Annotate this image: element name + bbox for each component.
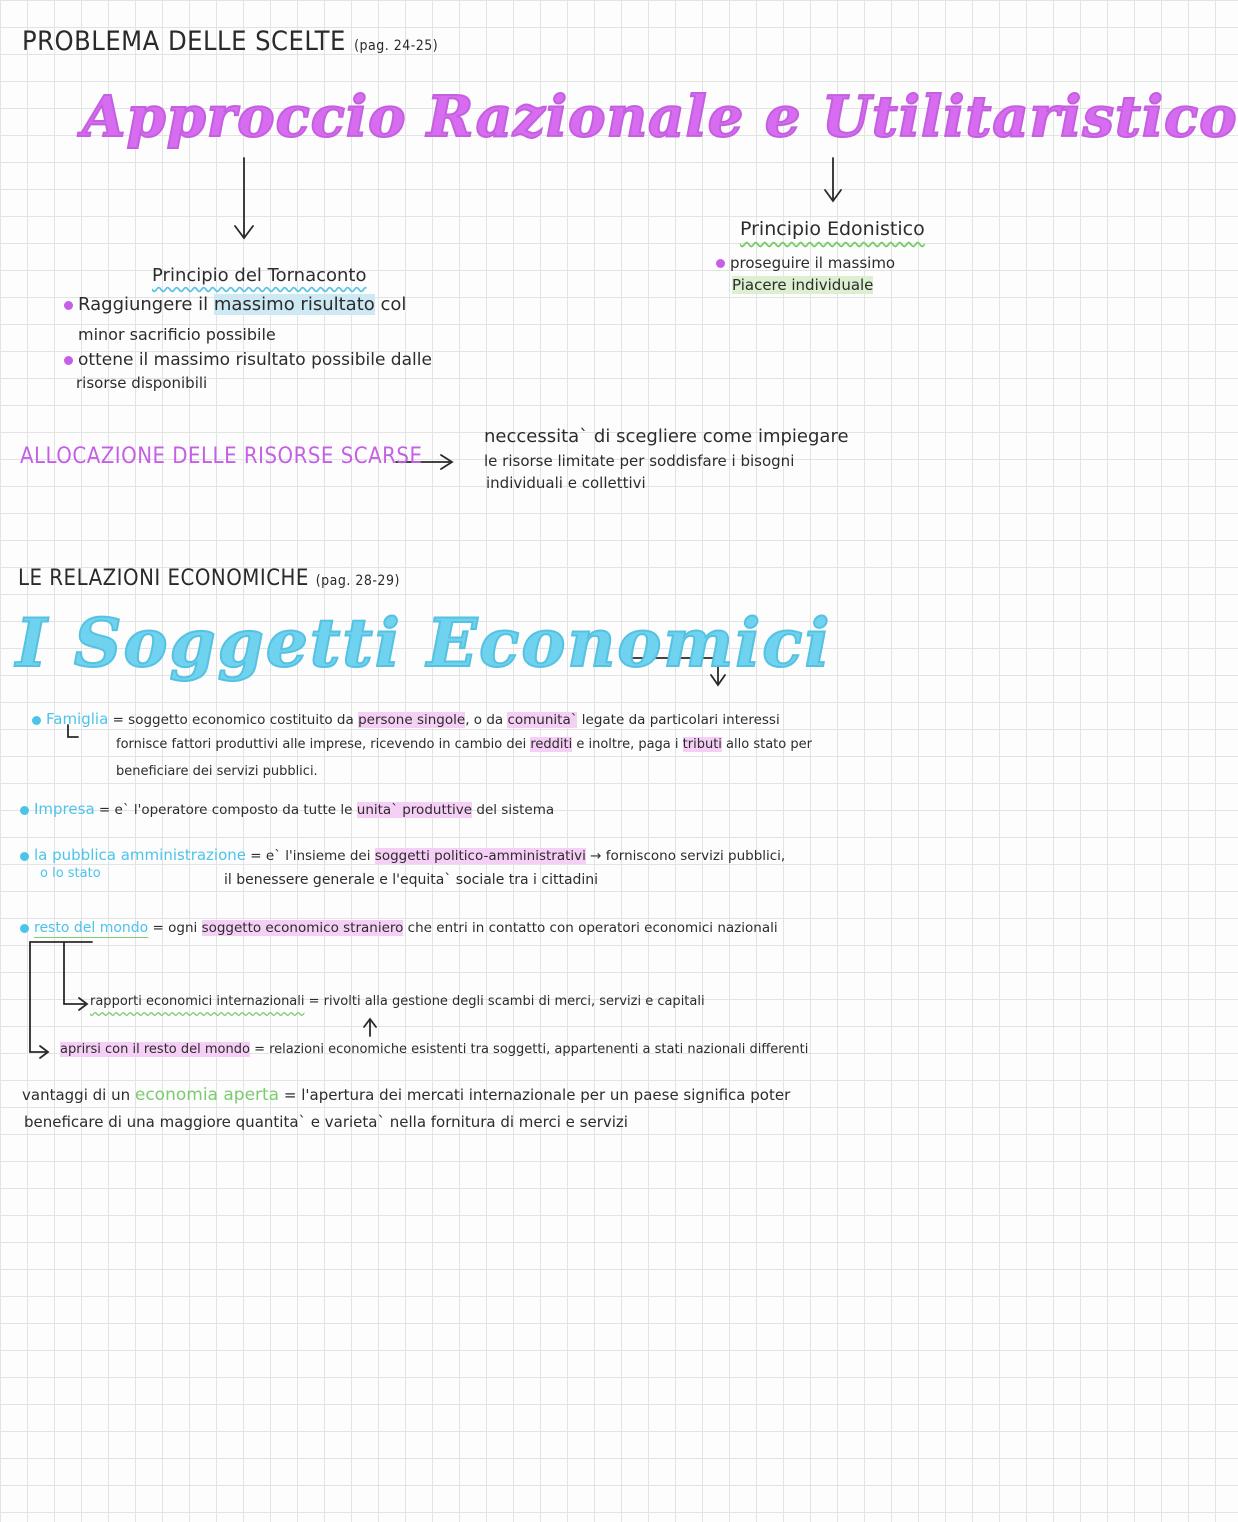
bullet-icon [20,852,29,861]
famiglia-line-2: fornisce fattori produttivi alle imprese, ricevendo in cambio dei redditi e inoltre, paga i tributi allo stato per [116,737,812,752]
allocazione-line-1: neccessita` di scegliere come impiegare [484,426,849,447]
pa-entry: la pubblica amministrazione = e` l'insieme dei soggetti politico-amministrativi → forniscono servizi pubblici, [20,846,785,864]
allocazione-label: ALLOCAZIONE DELLE RISORSE SCARSE [20,444,423,469]
allocazione-line-3: individuali e collettivi [486,474,646,492]
rapporti-entry: rapporti economici internazionali = rivolti alla gestione degli scambi di merci, servizi e capitali [90,994,705,1009]
bullet-icon [20,924,29,933]
impresa-entry: Impresa = e` l'operatore composto da tutte le unita` produttive del sistema [20,800,554,818]
section-title-relazioni: LE RELAZIONI ECONOMICHE (pag. 28-29) [18,566,400,591]
famiglia-line-3: beneficiare dei servizi pubblici. [116,764,318,779]
edonistico-bullet-1-line2: Piacere individuale [732,276,874,294]
vantaggi-line-2: beneficare di una maggiore quantita` e varieta` nella fornitura di merci e servizi [24,1113,628,1131]
edonistico-bullet-1: proseguire il massimo [716,254,895,272]
famiglia-entry: Famiglia = soggetto economico costituito da persone singole, o da comunita` legate da particolari interessi [32,710,780,728]
page-reference: (pag. 28-29) [315,573,400,589]
bullet-icon [716,259,725,268]
heading-approccio: Approccio Razionale e Utilitaristico [82,84,1238,150]
vantaggi-line-1: vantaggi di un economia aperta = l'apertura dei mercati internazionale per un paese significa poter [22,1085,791,1105]
bullet-icon [32,716,41,725]
pa-line-2: il benessere generale e l'equita` sociale tra i cittadini [224,872,599,888]
resto-entry: resto del mondo = ogni soggetto economico straniero che entri in contatto con operatori economici nazionali [20,920,778,936]
heading-soggetti: I Soggetti Economici [16,604,832,682]
pa-label-2: o lo stato [40,866,101,881]
principio-tornaconto-title: Principio del Tornaconto [152,265,367,286]
principio-edonistico-title: Principio Edonistico [740,218,925,240]
tornaconto-bullet-1-line2: minor sacrificio possibile [78,325,276,344]
bullet-icon [64,301,73,310]
tornaconto-bullet-2: ottene il massimo risultato possibile dalle [64,350,432,370]
allocazione-line-2: le risorse limitate per soddisfare i bisogni [484,452,795,470]
section-title-scelte: PROBLEMA DELLE SCELTE (pag. 24-25) [22,26,439,57]
aprirsi-entry: aprirsi con il resto del mondo = relazioni economiche esistenti tra soggetti, appartenenti a stati nazionali differenti [60,1042,809,1057]
tornaconto-bullet-1: Raggiungere il massimo risultato col [64,294,406,315]
page-reference: (pag. 24-25) [354,38,439,54]
famiglia-label: Famiglia [46,710,109,728]
bullet-icon [20,806,29,815]
tornaconto-bullet-2-line2: risorse disponibili [76,374,208,392]
bullet-icon [64,356,73,365]
